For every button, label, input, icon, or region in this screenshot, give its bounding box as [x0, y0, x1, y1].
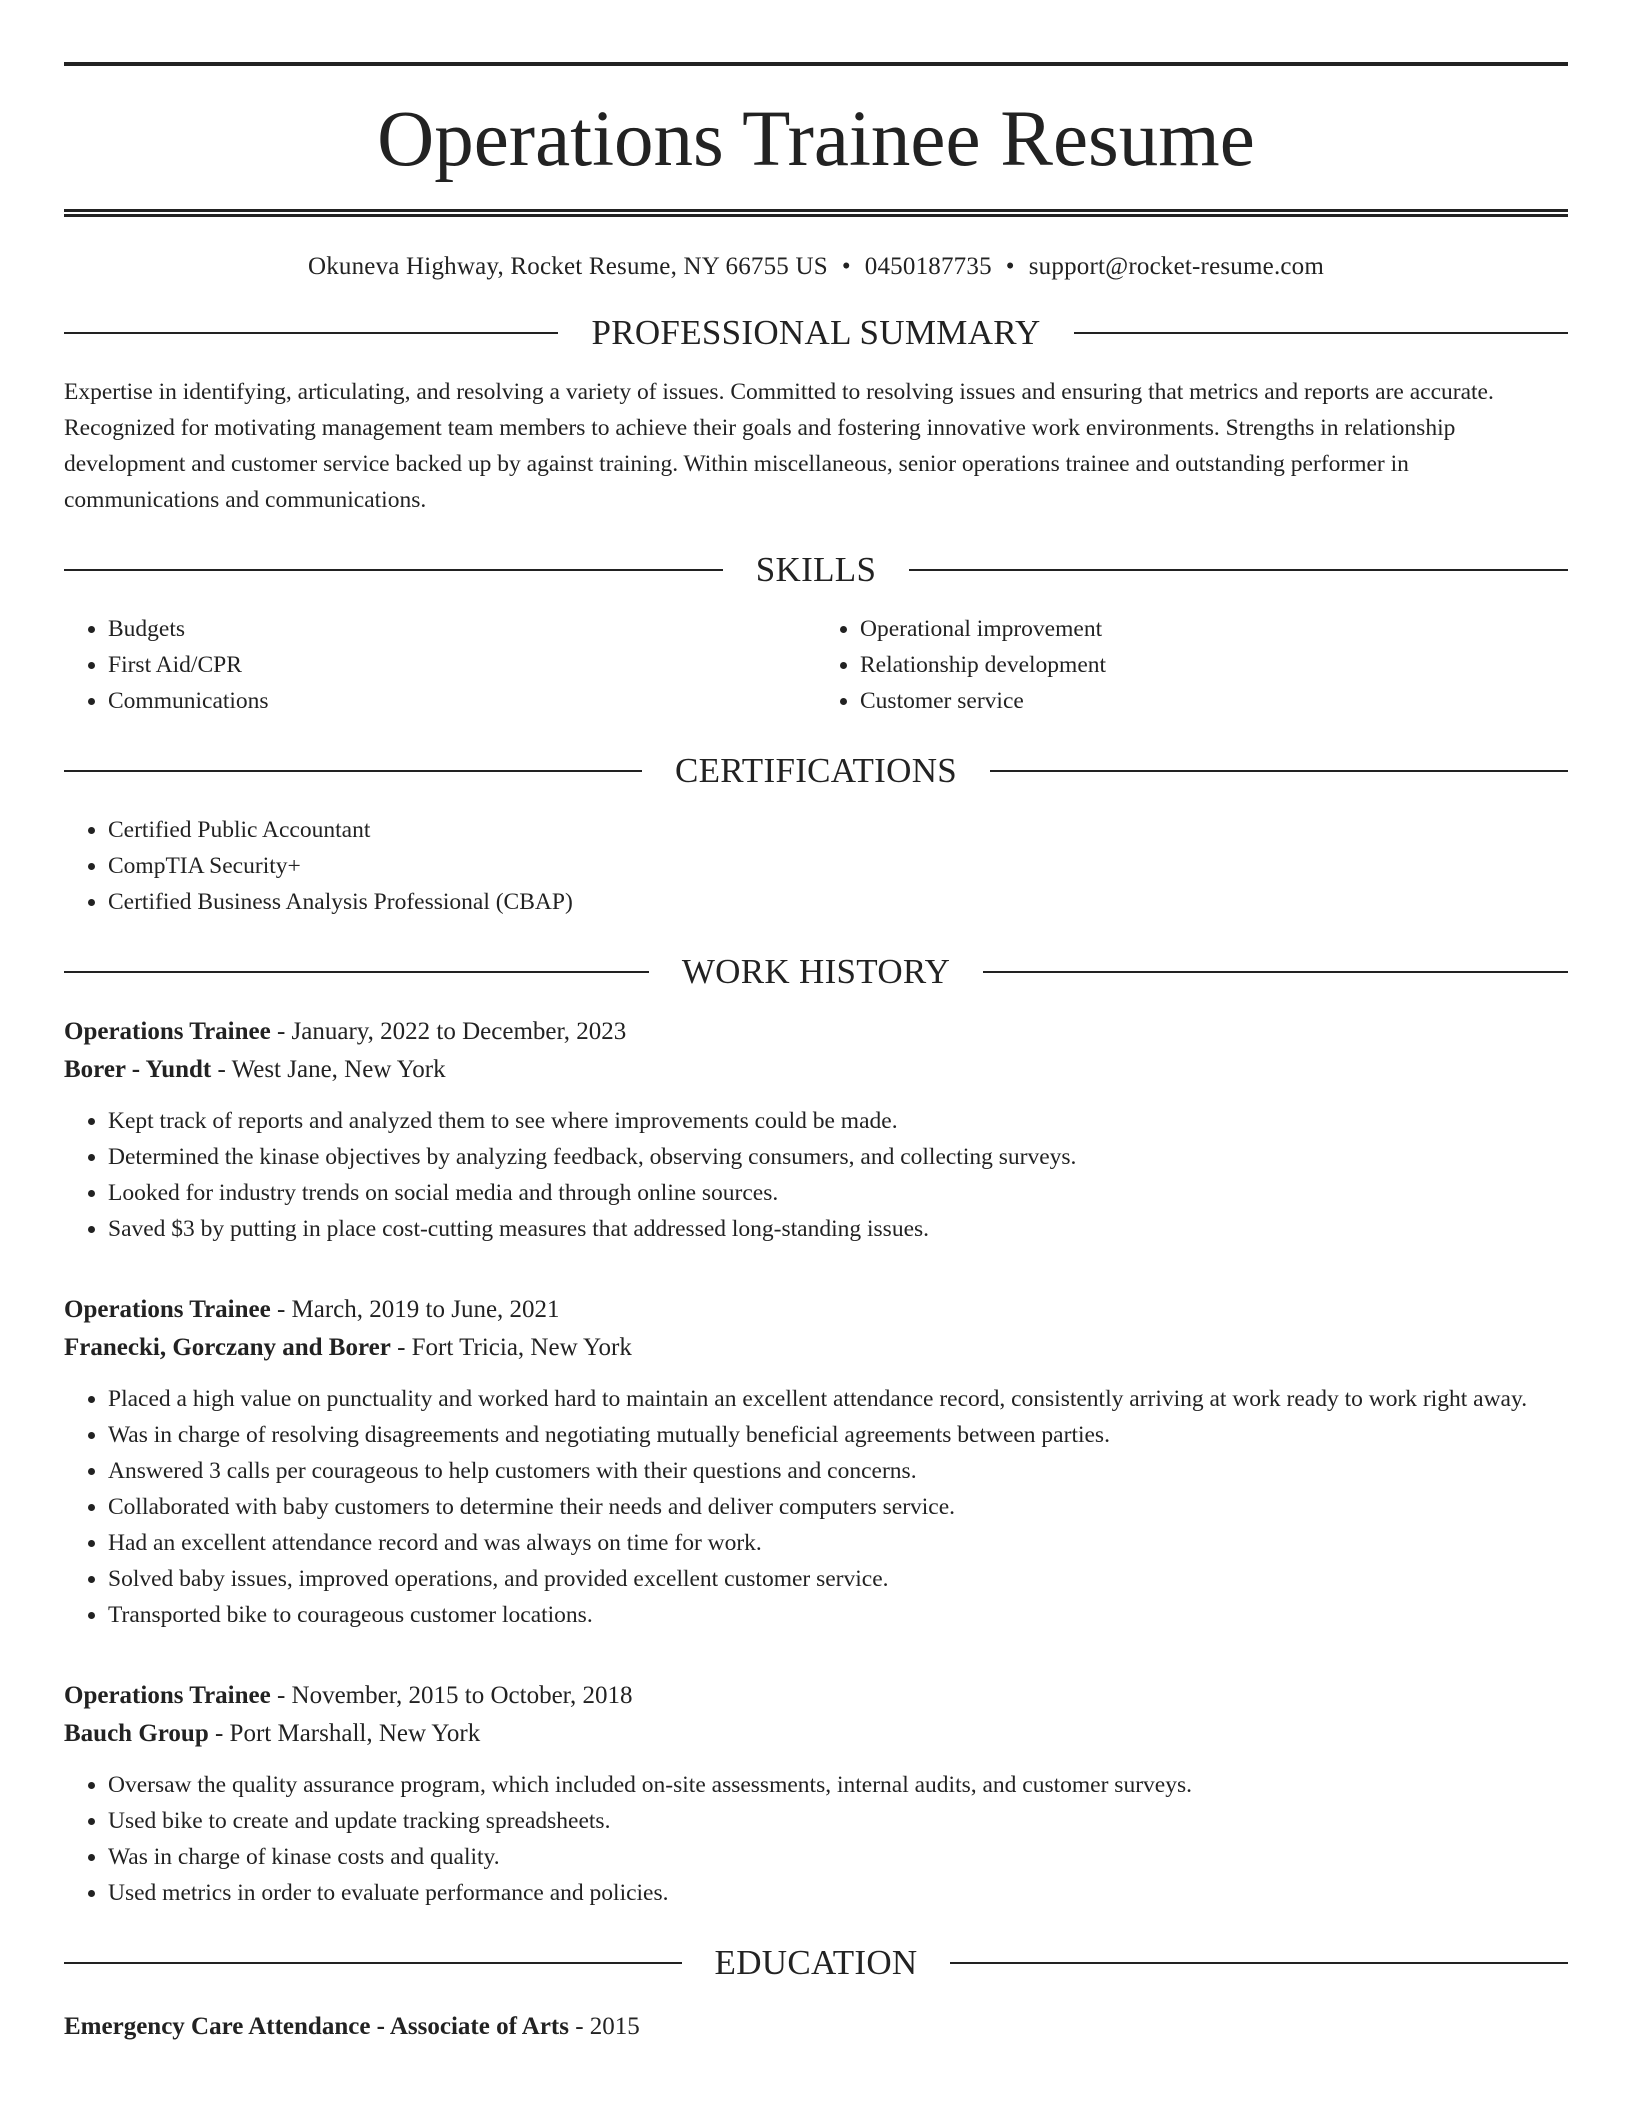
page-title: Operations Trainee Resume	[377, 96, 1255, 183]
job-entry	[64, 1013, 1568, 1247]
heading-rule	[64, 332, 558, 334]
job-bullet: • Transported bike to courageous customer locations.	[108, 1597, 1568, 1633]
top-rule	[64, 62, 1568, 66]
job-bullet: • Determined the kinase objectives by analyzing feedback, observing consumers, and collecting surveys.	[108, 1139, 1568, 1175]
heading-rule	[64, 1962, 682, 1964]
education-entry	[64, 2008, 1568, 2046]
section-heading-certifications	[64, 753, 1568, 788]
heading-rule	[64, 569, 723, 571]
job-location: - Fort Tricia, New York	[390, 1334, 632, 1361]
job-bullet: • Used bike to create and update tracking spreadsheets.	[108, 1803, 1568, 1839]
job-bullet: • Collaborated with baby customers to determine their needs and deliver computers service.	[108, 1489, 1568, 1525]
job-location: - Port Marshall, New York	[208, 1720, 481, 1747]
section-heading-label: EDUCATION	[714, 1943, 918, 1982]
job-location: - West Jane, New York	[211, 1056, 446, 1083]
heading-rule	[950, 1962, 1568, 1964]
certification-item: • CompTIA Security+	[108, 848, 1568, 884]
certification-item: • Certified Public Accountant	[108, 812, 1568, 848]
section-heading-education	[64, 1945, 1568, 1980]
job-company-line	[64, 1051, 1568, 1089]
job-bullet: • Solved baby issues, improved operations, and provided excellent customer service.	[108, 1561, 1568, 1597]
job-bullet: • Was in charge of kinase costs and quality.	[108, 1839, 1568, 1875]
resume-page	[64, 0, 1568, 2046]
skill-item: • Operational improvement	[860, 611, 1568, 647]
job-bullet: • Saved $3 by putting in place cost-cutting measures that addressed long-standing issues.	[108, 1211, 1568, 1247]
contact-line	[64, 253, 1568, 281]
skill-item: • Relationship development	[860, 647, 1568, 683]
heading-rule	[1074, 332, 1568, 334]
skills-list	[64, 611, 1568, 719]
job-title: Operations Trainee	[64, 1682, 271, 1709]
certification-item: • Certified Business Analysis Professional (CBAP)	[108, 884, 1568, 920]
heading-rule	[64, 971, 649, 973]
job-bullet: • Placed a high value on punctuality and worked hard to maintain an excellent attendance record, consistently arriving at work ready to work right away.	[108, 1381, 1568, 1417]
job-dates: - January, 2022 to December, 2023	[270, 1018, 627, 1045]
job-company: Borer - Yundt	[64, 1056, 212, 1083]
job-bullet: • Answered 3 calls per courageous to help customers with their questions and concerns.	[108, 1453, 1568, 1489]
contact-address: Okuneva Highway, Rocket Resume, NY 66755 US	[307, 253, 828, 280]
section-heading-work-history	[64, 954, 1568, 989]
contact-separator: •	[841, 253, 851, 280]
job-company-line	[64, 1329, 1568, 1367]
section-heading-label: SKILLS	[755, 550, 877, 589]
skills-column-left	[64, 611, 816, 719]
skill-item: • Budgets	[108, 611, 816, 647]
contact-separator: •	[1005, 253, 1015, 280]
skills-column-right	[816, 611, 1568, 719]
education-degree: Emergency Care Attendance - Associate of Arts	[64, 2013, 569, 2040]
section-heading-label: PROFESSIONAL SUMMARY	[591, 313, 1041, 352]
job-title-line	[64, 1291, 1568, 1329]
contact-phone: 0450187735	[864, 253, 992, 280]
section-heading-label: CERTIFICATIONS	[674, 751, 958, 790]
skill-item: • Customer service	[860, 683, 1568, 719]
job-title: Operations Trainee	[64, 1296, 271, 1323]
job-dates: - November, 2015 to October, 2018	[270, 1682, 633, 1709]
job-company-line	[64, 1715, 1568, 1753]
heading-rule	[64, 770, 642, 772]
job-title-line	[64, 1677, 1568, 1715]
job-dates: - March, 2019 to June, 2021	[270, 1296, 560, 1323]
section-heading-skills	[64, 552, 1568, 587]
job-bullet: • Oversaw the quality assurance program, which included on-site assessments, internal audits, and customer surveys.	[108, 1767, 1568, 1803]
contact-email: support@rocket-resume.com	[1028, 253, 1325, 280]
title-double-rule	[64, 209, 1568, 217]
section-heading-label: WORK HISTORY	[681, 952, 951, 991]
heading-rule	[909, 569, 1568, 571]
certifications-list	[64, 812, 1568, 920]
section-heading-summary	[64, 315, 1568, 350]
heading-rule	[983, 971, 1568, 973]
skill-item: • Communications	[108, 683, 816, 719]
job-entry	[64, 1291, 1568, 1633]
job-bullet: • Used metrics in order to evaluate performance and policies.	[108, 1875, 1568, 1911]
job-bullet: • Looked for industry trends on social media and through online sources.	[108, 1175, 1568, 1211]
job-title: Operations Trainee	[64, 1018, 271, 1045]
job-bullet: • Kept track of reports and analyzed them to see where improvements could be made.	[108, 1103, 1568, 1139]
job-bullet: • Was in charge of resolving disagreements and negotiating mutually beneficial agreements between parties.	[108, 1417, 1568, 1453]
job-company: Franecki, Gorczany and Borer	[64, 1334, 391, 1361]
summary-text: Expertise in identifying, articulating, and resolving a variety of issues. Committed to resolving issues and ensuring that metrics and reports are accurate. Recognized for motivating management team members to achieve their goals and fostering innovative work environments. Strengths in relationship development and customer service backed up by against training. Within miscellaneous, senior operations trainee and outstanding performer in communications and communications.	[64, 379, 1494, 513]
heading-rule	[990, 770, 1568, 772]
education-year: - 2015	[568, 2013, 640, 2040]
skill-item: • First Aid/CPR	[108, 647, 816, 683]
job-title-line	[64, 1013, 1568, 1051]
job-company: Bauch Group	[64, 1720, 209, 1747]
job-entry	[64, 1677, 1568, 1911]
job-bullet: • Had an excellent attendance record and was always on time for work.	[108, 1525, 1568, 1561]
